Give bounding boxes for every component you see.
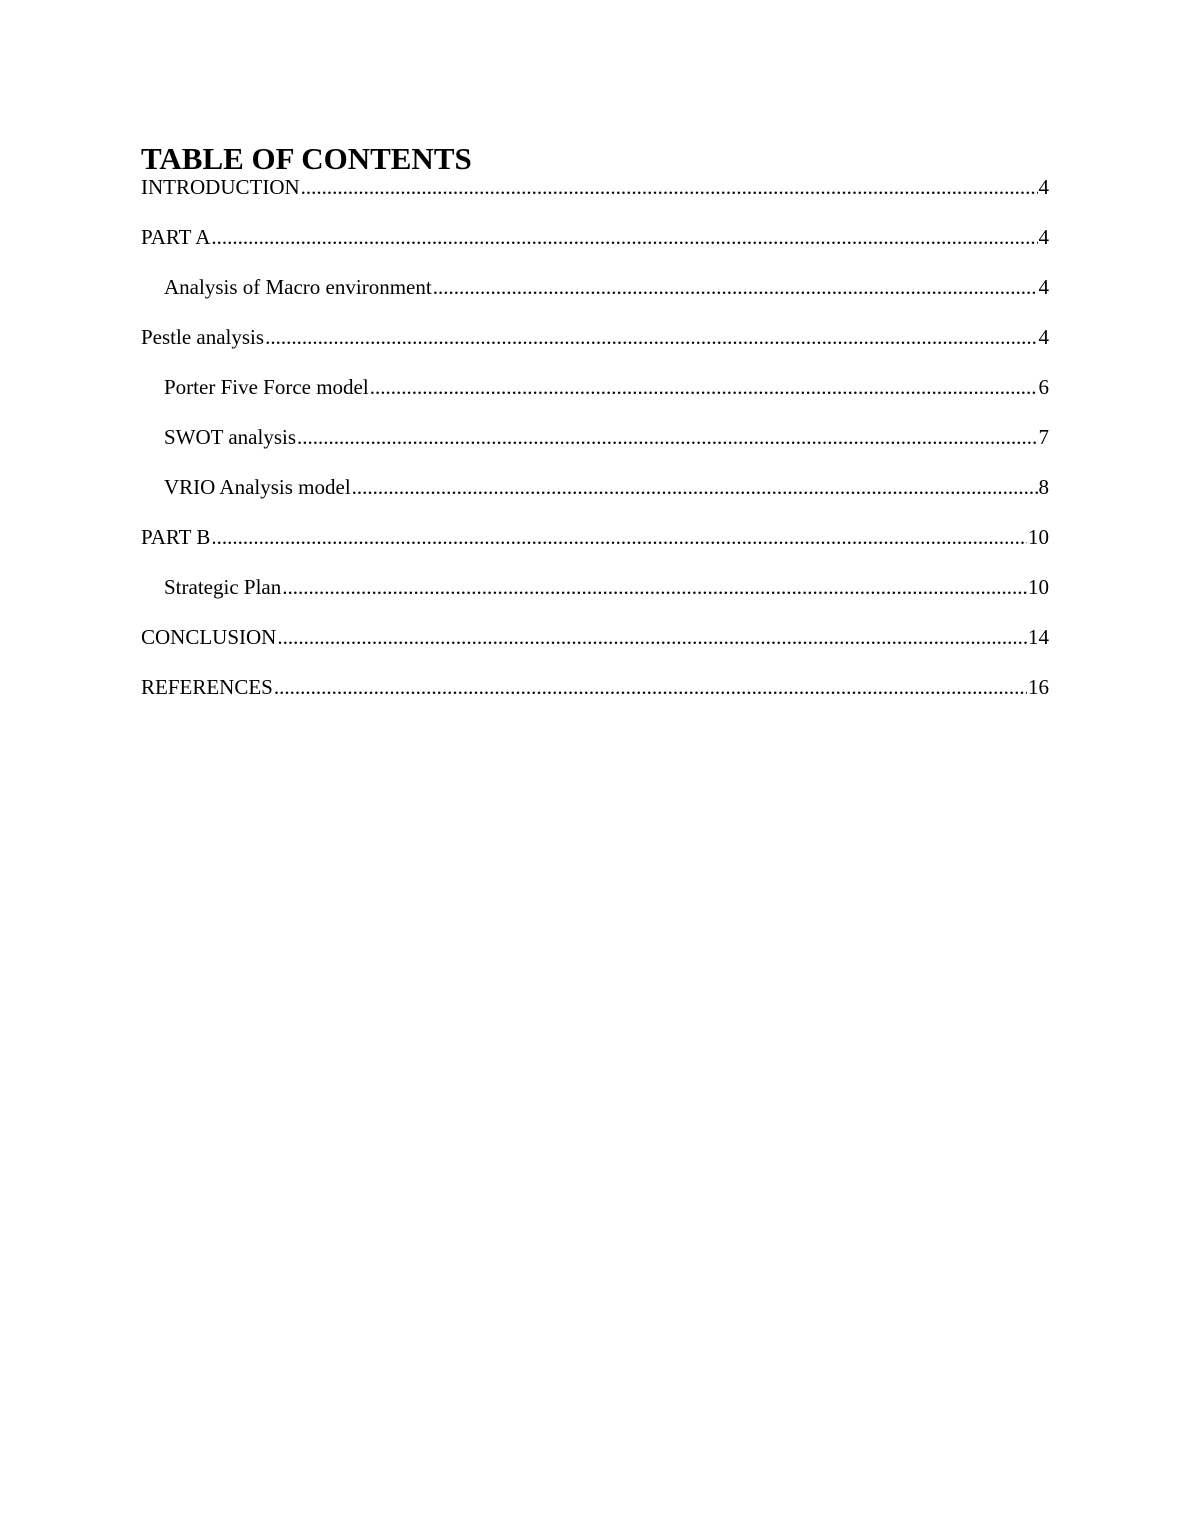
toc-entry-references[interactable] xyxy=(141,672,1049,722)
toc-entry-label: SWOT analysis xyxy=(164,425,297,449)
toc-entry-page: 4 xyxy=(1038,225,1049,249)
toc-entry-pestle-analysis[interactable] xyxy=(141,322,1049,372)
toc-entry-label: PART A xyxy=(141,225,211,249)
toc-dot-leader xyxy=(297,422,1037,452)
toc-entry-swot-analysis[interactable] xyxy=(141,422,1049,472)
toc-entry-label: Pestle analysis xyxy=(141,325,265,349)
toc-dot-leader xyxy=(274,672,1027,702)
toc-entry-part-b[interactable] xyxy=(141,522,1049,572)
toc-entry-vrio-analysis-model[interactable] xyxy=(141,472,1049,522)
table-of-contents xyxy=(141,140,1049,722)
toc-entry-porter-five-force-model[interactable] xyxy=(141,372,1049,422)
toc-title: TABLE OF CONTENTS xyxy=(141,141,472,176)
toc-entry-page: 4 xyxy=(1038,175,1049,199)
toc-entry-page: 4 xyxy=(1038,275,1049,299)
toc-entry-page: 14 xyxy=(1028,625,1049,649)
toc-list xyxy=(141,172,1049,722)
toc-entry-page: 10 xyxy=(1028,575,1049,599)
toc-entry-label: CONCLUSION xyxy=(141,625,277,649)
toc-entry-conclusion[interactable] xyxy=(141,622,1049,672)
toc-entry-label: PART B xyxy=(141,525,211,549)
toc-entry-page: 8 xyxy=(1038,475,1049,499)
toc-entry-label: REFERENCES xyxy=(141,675,273,699)
toc-entry-introduction[interactable] xyxy=(141,172,1049,222)
toc-dot-leader xyxy=(433,272,1038,302)
toc-dot-leader xyxy=(301,172,1038,202)
toc-entry-label: Strategic Plan xyxy=(164,575,282,599)
toc-entry-label: VRIO Analysis model xyxy=(164,475,351,499)
toc-entry-page: 4 xyxy=(1038,325,1049,349)
toc-dot-leader xyxy=(282,572,1027,602)
toc-entry-page: 16 xyxy=(1028,675,1049,699)
toc-entry-analysis-of-macro-environment[interactable] xyxy=(141,272,1049,322)
toc-dot-leader xyxy=(211,522,1027,552)
toc-dot-leader xyxy=(370,372,1038,402)
toc-entry-page: 6 xyxy=(1038,375,1049,399)
toc-entry-part-a[interactable] xyxy=(141,222,1049,272)
toc-entry-strategic-plan[interactable] xyxy=(141,572,1049,622)
toc-dot-leader xyxy=(211,222,1037,252)
toc-entry-label: Porter Five Force model xyxy=(164,375,369,399)
toc-entry-label: INTRODUCTION xyxy=(141,175,300,199)
toc-entry-page: 7 xyxy=(1038,425,1049,449)
toc-dot-leader xyxy=(265,322,1037,352)
toc-entry-page: 10 xyxy=(1028,525,1049,549)
toc-dot-leader xyxy=(352,472,1038,502)
toc-dot-leader xyxy=(277,622,1027,652)
toc-entry-label: Analysis of Macro environment xyxy=(164,275,432,299)
